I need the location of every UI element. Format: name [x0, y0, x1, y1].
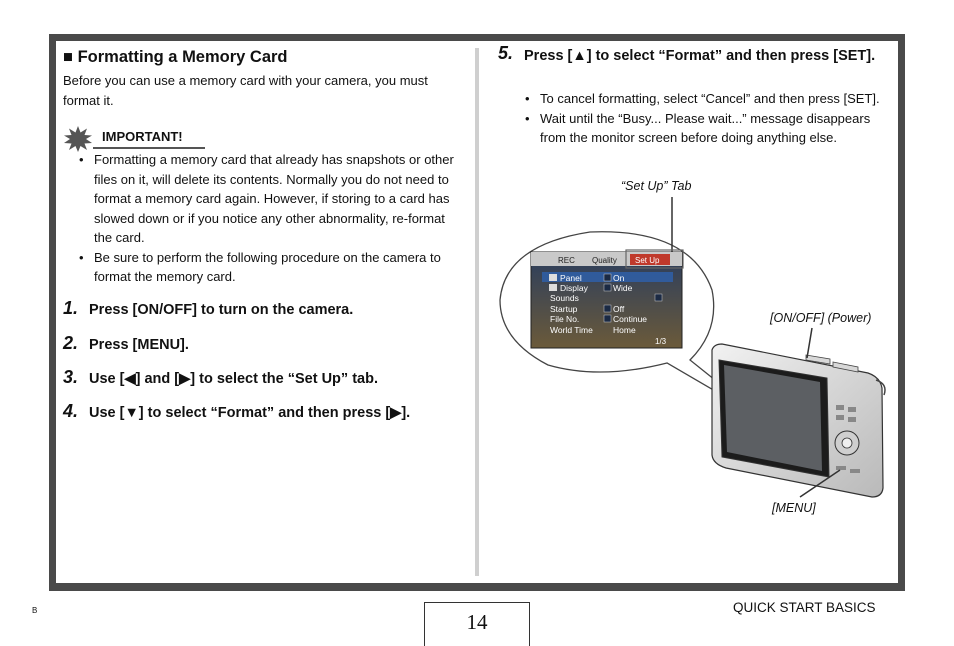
screen-row-value: Home — [613, 325, 636, 335]
list-item — [523, 89, 895, 109]
list-item-text: To cancel formatting, select “Cancel” and then press [SET]. — [540, 91, 880, 106]
screen-tab-rec: REC — [558, 256, 575, 265]
step-number: 2. — [63, 333, 79, 353]
screen-row-label: Panel — [560, 273, 582, 283]
section-title: Formatting a Memory Card — [77, 48, 288, 66]
corner-mark: B — [32, 606, 38, 615]
important-underline — [93, 147, 205, 149]
screen-row-value: Off — [613, 304, 625, 314]
menu-screen — [531, 250, 683, 348]
section-marker: ■ — [63, 48, 73, 66]
screen-row-label: Display — [560, 283, 588, 293]
camera-body — [712, 344, 885, 497]
step-text: Press [ON/OFF] to turn on the camera. — [89, 302, 354, 318]
bullet-icon: • — [79, 152, 84, 167]
screen-row-label: File No. — [550, 314, 580, 324]
step-number: 1. — [63, 298, 79, 318]
step-text: Use [▼] to select “Format” and then press [▶]. — [89, 405, 411, 421]
screen-row-value: Wide — [613, 283, 633, 293]
list-item — [77, 248, 460, 287]
list-item-text: Formatting a memory card that already has snapshots or other files on it, will delete its contents. Normally you do not need to format a memory card again. However, if storing to a card has slowed down or if you notice any other abnormality, re-format the card. — [94, 152, 454, 245]
important-label: IMPORTANT! — [102, 129, 183, 144]
step-number: 4. — [63, 401, 79, 421]
menu-button-callout: [MENU] — [772, 501, 816, 515]
screen-row-label: Sounds — [550, 293, 579, 303]
intro-paragraph: Before you can use a memory card with your camera, you must format it. — [63, 73, 428, 108]
camera-illustration — [490, 190, 900, 500]
screen-page-indicator: 1/3 — [655, 337, 667, 346]
screen-tab-quality: Quality — [592, 256, 617, 265]
column-divider — [475, 48, 479, 576]
step-5-notes — [523, 89, 895, 148]
list-item — [523, 109, 895, 148]
list-item-text: Wait until the “Busy... Please wait...” message disappears from the monitor screen before doing anything else. — [540, 110, 871, 145]
screen-row-value: On — [613, 273, 625, 283]
bullet-icon: • — [525, 110, 530, 126]
setup-tab-callout: “Set Up” Tab — [621, 179, 692, 193]
list-item — [77, 150, 460, 248]
screen-row-label: Startup — [550, 304, 578, 314]
step-5-number: 5. — [498, 43, 514, 63]
step-text: Use [◀] and [▶] to select the “Set Up” tab. — [89, 371, 378, 387]
power-button-callout: [ON/OFF] (Power) — [770, 311, 872, 325]
screen-row-label: World Time — [550, 325, 593, 335]
important-list — [77, 150, 460, 287]
footer-section-title: QUICK START BASICS — [733, 600, 876, 615]
burst-icon — [63, 126, 93, 152]
bullet-icon: • — [525, 91, 530, 106]
step-text: Press [MENU]. — [89, 337, 189, 353]
screen-tab-setup: Set Up — [635, 256, 660, 265]
page-number: 14 — [424, 602, 530, 646]
bullet-icon: • — [79, 249, 84, 265]
section-heading — [63, 48, 288, 67]
screen-row-value: Continue — [613, 314, 648, 324]
step-5-text: Press [▲] to select “Format” and then press [SET]. — [524, 48, 876, 64]
power-pointer — [807, 328, 812, 358]
step-number: 3. — [63, 367, 79, 387]
list-item-text: Be sure to perform the following procedure on the camera to format the memory card. — [94, 249, 441, 284]
